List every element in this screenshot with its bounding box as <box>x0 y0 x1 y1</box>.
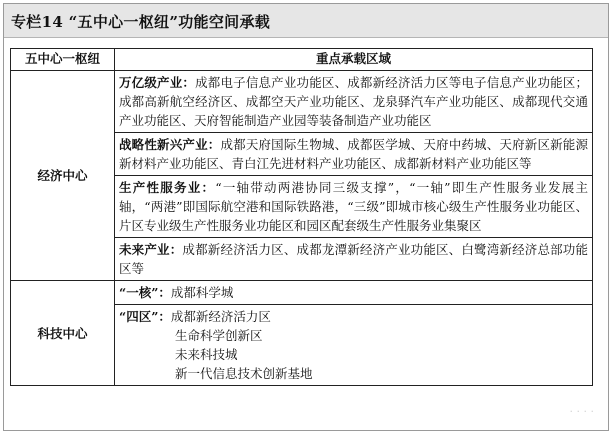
cell-trillion-industry <box>115 71 593 133</box>
cell-producer-services <box>115 176 593 238</box>
column-box <box>3 3 609 431</box>
carrier-table <box>10 48 593 386</box>
district-item: 成都新经济活力区 <box>170 309 271 324</box>
cell-strategic-emerging <box>115 133 593 176</box>
cell-text: 成都天府国际生物城、成都医学城、天府中药城、天府新区新能源新材料产业功能区、青白江先进材料产业功能区、成都新材料产业功能区等 <box>119 137 588 171</box>
cell-one-core <box>115 281 593 305</box>
keyword-label: 未来产业： <box>119 242 183 257</box>
table-row <box>11 281 593 305</box>
district-item: 新一代信息技术创新基地 <box>175 366 313 381</box>
cell-text: 成都科学城 <box>170 285 234 300</box>
keyword-label: “四区”： <box>119 309 171 324</box>
cell-future-industry <box>115 238 593 281</box>
keyword-label: 战略性新兴产业： <box>119 137 221 152</box>
table-row <box>11 71 593 133</box>
column-header <box>4 4 608 38</box>
keyword-label: 生产性服务业： <box>119 180 216 195</box>
cell-text: 成都电子信息产业功能区、成都新经济活力区等电子信息产业功能区；成都高新航空经济区、成都空天产业功能区、龙泉驿汽车产业功能区、成都现代交通产业功能区、天府智能制造产业园等装备制造产业功能区 <box>119 75 588 128</box>
district-item: 未来科技城 <box>175 347 238 362</box>
watermark: · · · · <box>569 405 594 418</box>
cell-four-districts <box>115 305 593 386</box>
header-five-centers: 五中心一枢纽 <box>11 49 115 71</box>
cell-text: 成都新经济活力区、成都龙潭新经济产业功能区、白鹭湾新经济总部功能区等 <box>119 242 588 276</box>
cell-text: “一轴带动两港协同三级支撑”，“一轴”即生产性服务业发展主轴，“两港”即国际航空港和国际铁路港，“三级”即城市核心级生产性服务业功能区、片区专业级生产性服务业功能区和园区配套级生产性服务业集聚区 <box>119 180 588 233</box>
header-key-areas: 重点承载区域 <box>115 49 593 71</box>
row-label-economic-center: 经济中心 <box>11 71 115 281</box>
keyword-label: 万亿级产业： <box>119 75 196 90</box>
table-header-row <box>11 49 593 71</box>
keyword-label: “一核”： <box>119 285 171 300</box>
district-item: 生命科学创新区 <box>175 328 263 343</box>
column-title: 专栏14 “五中心一枢纽”功能空间承载 <box>11 13 271 31</box>
row-label-tech-center: 科技中心 <box>11 281 115 386</box>
